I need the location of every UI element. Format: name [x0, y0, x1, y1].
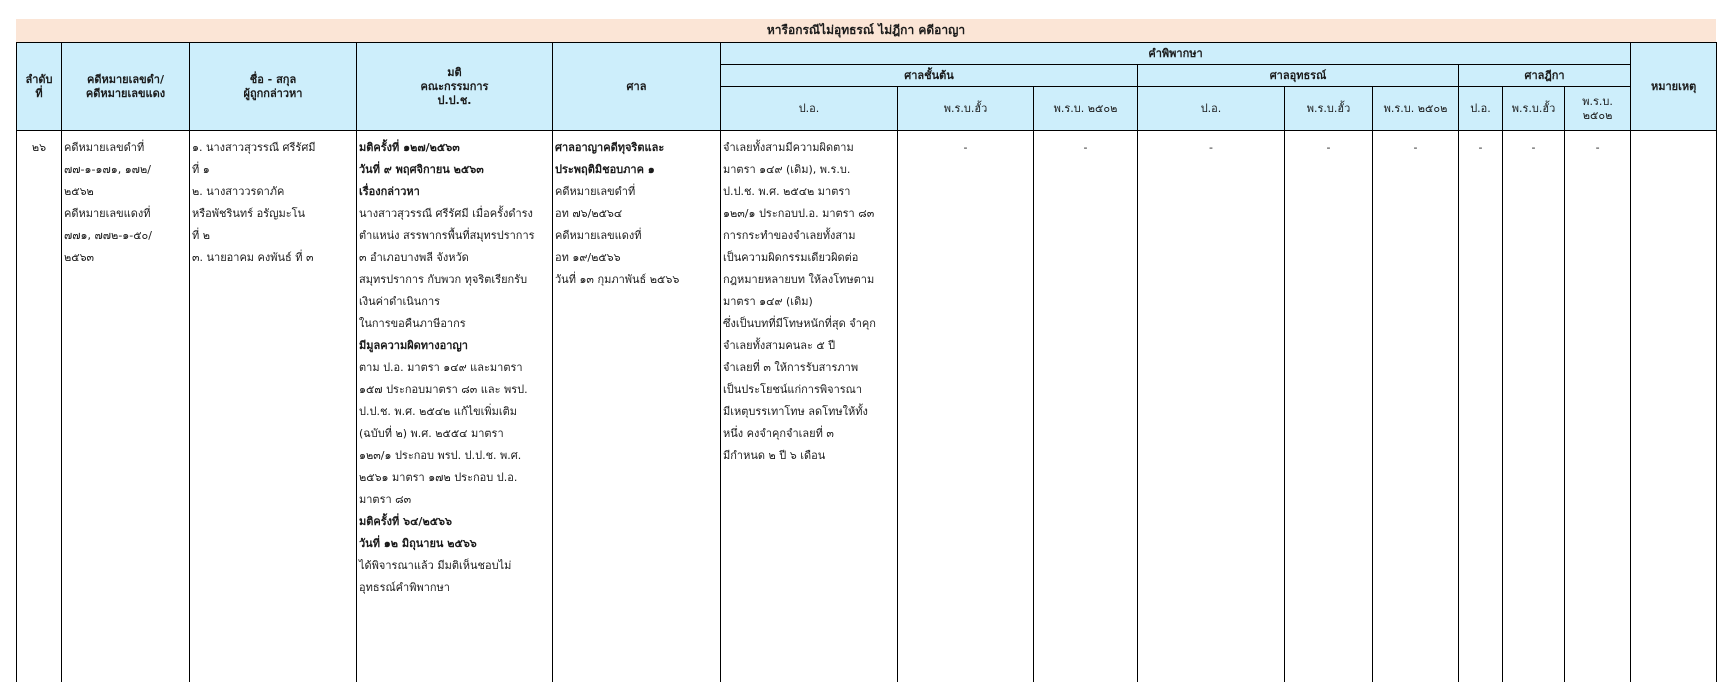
subheader-appeal-bid-act: พ.ร.บ.ฮั้ว	[1285, 87, 1373, 131]
resolution-line: นางสาวสุวรรณี ศรีรัศมี เมื่อครั้งดำรง	[359, 207, 533, 220]
header-supreme: ศาลฎีกา	[1459, 65, 1631, 87]
header-seq: ลำดับ ที่	[17, 43, 62, 131]
header-court: ศาล	[553, 43, 721, 131]
court-line: คดีหมายเลขแดงที่	[555, 229, 642, 242]
header-resolution: มติ คณะกรรมการ ป.ป.ช.	[357, 43, 553, 131]
sheet-title: หารือกรณีไม่อุทธรณ์ ไม่ฎีกา คดีอาญา	[16, 19, 1716, 42]
judgment-line: ป.ป.ช. พ.ศ. ๒๕๔๒ มาตรา	[723, 185, 851, 198]
subheader-first-act-2502: พ.ร.บ. ๒๕๐๒	[1034, 87, 1138, 131]
subheader-supreme-act-2502: พ.ร.บ. ๒๕๐๒	[1565, 87, 1631, 131]
resolution-line: เรื่องกล่าวหา	[359, 185, 420, 198]
header-remark: หมายเหตุ	[1631, 43, 1717, 131]
resolution-line: ได้พิจารณาแล้ว มีมติเห็นชอบไม่	[359, 559, 512, 572]
cell-case-no: คดีหมายเลขดำที่ ๗๗-๑-๑๗๑, ๑๗๒/ ๒๕๖๒ คดีหมายเลขแดงที่ ๗๗๑, ๗๗๒-๑-๕๐/ ๒๕๖๓	[62, 131, 190, 682]
cell-appeal-criminal-code: -	[1138, 131, 1285, 682]
subheader-supreme-bid-act: พ.ร.บ.ฮั้ว	[1503, 87, 1565, 131]
court-line: ศาลอาญาคดีทุจริตและ	[555, 141, 665, 154]
cell-judgment	[721, 131, 898, 682]
resolution-line: ๑๒๓/๑ ประกอบ พรป. ป.ป.ช. พ.ศ.	[359, 449, 522, 462]
header-case-no: คดีหมายเลขดำ/ คดีหมายเลขแดง	[62, 43, 190, 131]
cell-court	[553, 131, 721, 682]
resolution-line: มาตรา ๘๓	[359, 493, 412, 506]
judgment-line: เป็นความผิดกรรมเดียวผิดต่อ	[723, 251, 859, 264]
resolution-line: มีมูลความผิดทางอาญา	[359, 339, 468, 352]
table-row	[17, 131, 1717, 682]
judgment-line: จำเลยทั้งสามมีความผิดตาม	[723, 141, 854, 154]
case-table	[16, 42, 1717, 682]
cell-supreme-act-2502: -	[1565, 131, 1631, 682]
resolution-line: มติครั้งที่ ๑๒๗/๒๕๖๓	[359, 141, 460, 154]
subheader-supreme-criminal-code: ป.อ.	[1459, 87, 1503, 131]
judgment-line: จำเลยที่ ๓ ให้การรับสารภาพ	[723, 361, 859, 374]
resolution-line: เงินค่าดำเนินการ	[359, 295, 441, 308]
court-line: คดีหมายเลขดำที่	[555, 185, 636, 198]
resolution-line: ตำแหน่ง สรรพากรพื้นที่สมุทรปราการ	[359, 229, 535, 242]
cell-name: ๑. นางสาวสุวรรณี ศรีรัศมี ที่ ๑ ๒. นางสาววรดาภัค หรือพัชรินทร์ อรัญมะโน ที่ ๒ ๓. นายอาคม คงพันธ์ ที่ ๓	[190, 131, 357, 682]
cell-first-act-2502: -	[1034, 131, 1138, 682]
header-judgment: คำพิพากษา	[721, 43, 1631, 65]
judgment-line: ซึ่งเป็นบทที่มีโทษหนักที่สุด จำคุก	[723, 317, 876, 330]
judgment-line: ๑๒๓/๑ ประกอบป.อ. มาตรา ๘๓	[723, 207, 875, 220]
header-name: ชื่อ - สกุล ผู้ถูกกล่าวหา	[190, 43, 357, 131]
court-line: อท ๗๖/๒๕๖๔	[555, 207, 623, 220]
resolution-line: มติครั้งที่ ๖๔/๒๕๖๖	[359, 515, 452, 528]
judgment-line: มาตรา ๑๔๙ (เดิม)	[723, 295, 813, 308]
resolution-line: วันที่ ๑๒ มิถุนายน ๒๕๖๖	[359, 537, 477, 550]
cell-remark	[1631, 131, 1717, 682]
cell-resolution	[357, 131, 553, 682]
resolution-line: ตาม ป.อ. มาตรา ๑๔๙ และมาตรา	[359, 361, 523, 374]
judgment-line: มีกำหนด ๒ ปี ๖ เดือน	[723, 449, 826, 462]
resolution-line: อุทธรณ์คำพิพากษา	[359, 581, 450, 594]
cell-appeal-bid-act: -	[1285, 131, 1373, 682]
judgment-line: มาตรา ๑๔๙ (เดิม), พ.ร.บ.	[723, 163, 851, 176]
court-line: วันที่ ๑๓ กุมภาพันธ์ ๒๕๖๖	[555, 273, 680, 286]
cell-supreme-criminal-code: -	[1459, 131, 1503, 682]
cell-supreme-bid-act: -	[1503, 131, 1565, 682]
judgment-line: หนึ่ง คงจำคุกจำเลยที่ ๓	[723, 427, 834, 440]
subheader-first-bid-act: พ.ร.บ.ฮั้ว	[898, 87, 1034, 131]
cell-seq: ๒๖	[17, 131, 62, 682]
cell-appeal-act-2502: -	[1373, 131, 1459, 682]
judgment-line: จำเลยทั้งสามคนละ ๕ ปี	[723, 339, 836, 352]
resolution-line: สมุทรปราการ กับพวก ทุจริตเรียกรับ	[359, 273, 528, 286]
resolution-line: วันที่ ๙ พฤศจิกายน ๒๕๖๓	[359, 163, 484, 176]
resolution-line: ในการขอคืนภาษีอากร	[359, 317, 466, 330]
court-line: ประพฤติมิชอบภาค ๑	[555, 163, 655, 176]
judgment-line: กฎหมายหลายบท ให้ลงโทษตาม	[723, 273, 875, 286]
subheader-appeal-act-2502: พ.ร.บ. ๒๕๐๒	[1373, 87, 1459, 131]
subheader-first-criminal-code: ป.อ.	[721, 87, 898, 131]
resolution-line: (ฉบับที่ ๒) พ.ศ. ๒๕๕๔ มาตรา	[359, 427, 504, 440]
judgment-line: การกระทำของจำเลยทั้งสาม	[723, 229, 856, 242]
resolution-line: ๑๕๗ ประกอบมาตรา ๘๓ และ พรป.	[359, 383, 528, 396]
resolution-line: ๓ อำเภอบางพลี จังหวัด	[359, 251, 469, 264]
subheader-appeal-criminal-code: ป.อ.	[1138, 87, 1285, 131]
judgment-line: มีเหตุบรรเทาโทษ ลดโทษให้ทั้ง	[723, 405, 868, 418]
resolution-line: ป.ป.ช. พ.ศ. ๒๕๔๒ แก้ไขเพิ่มเติม	[359, 405, 518, 418]
header-first-instance: ศาลชั้นต้น	[721, 65, 1138, 87]
court-line: อท ๑๙/๒๕๖๖	[555, 251, 621, 264]
cell-first-bid-act: -	[898, 131, 1034, 682]
judgment-line: เป็นประโยชน์แก่การพิจารณา	[723, 383, 863, 396]
resolution-line: ๒๕๖๑ มาตรา ๑๗๒ ประกอบ ป.อ.	[359, 471, 518, 484]
header-appeal: ศาลอุทธรณ์	[1138, 65, 1459, 87]
